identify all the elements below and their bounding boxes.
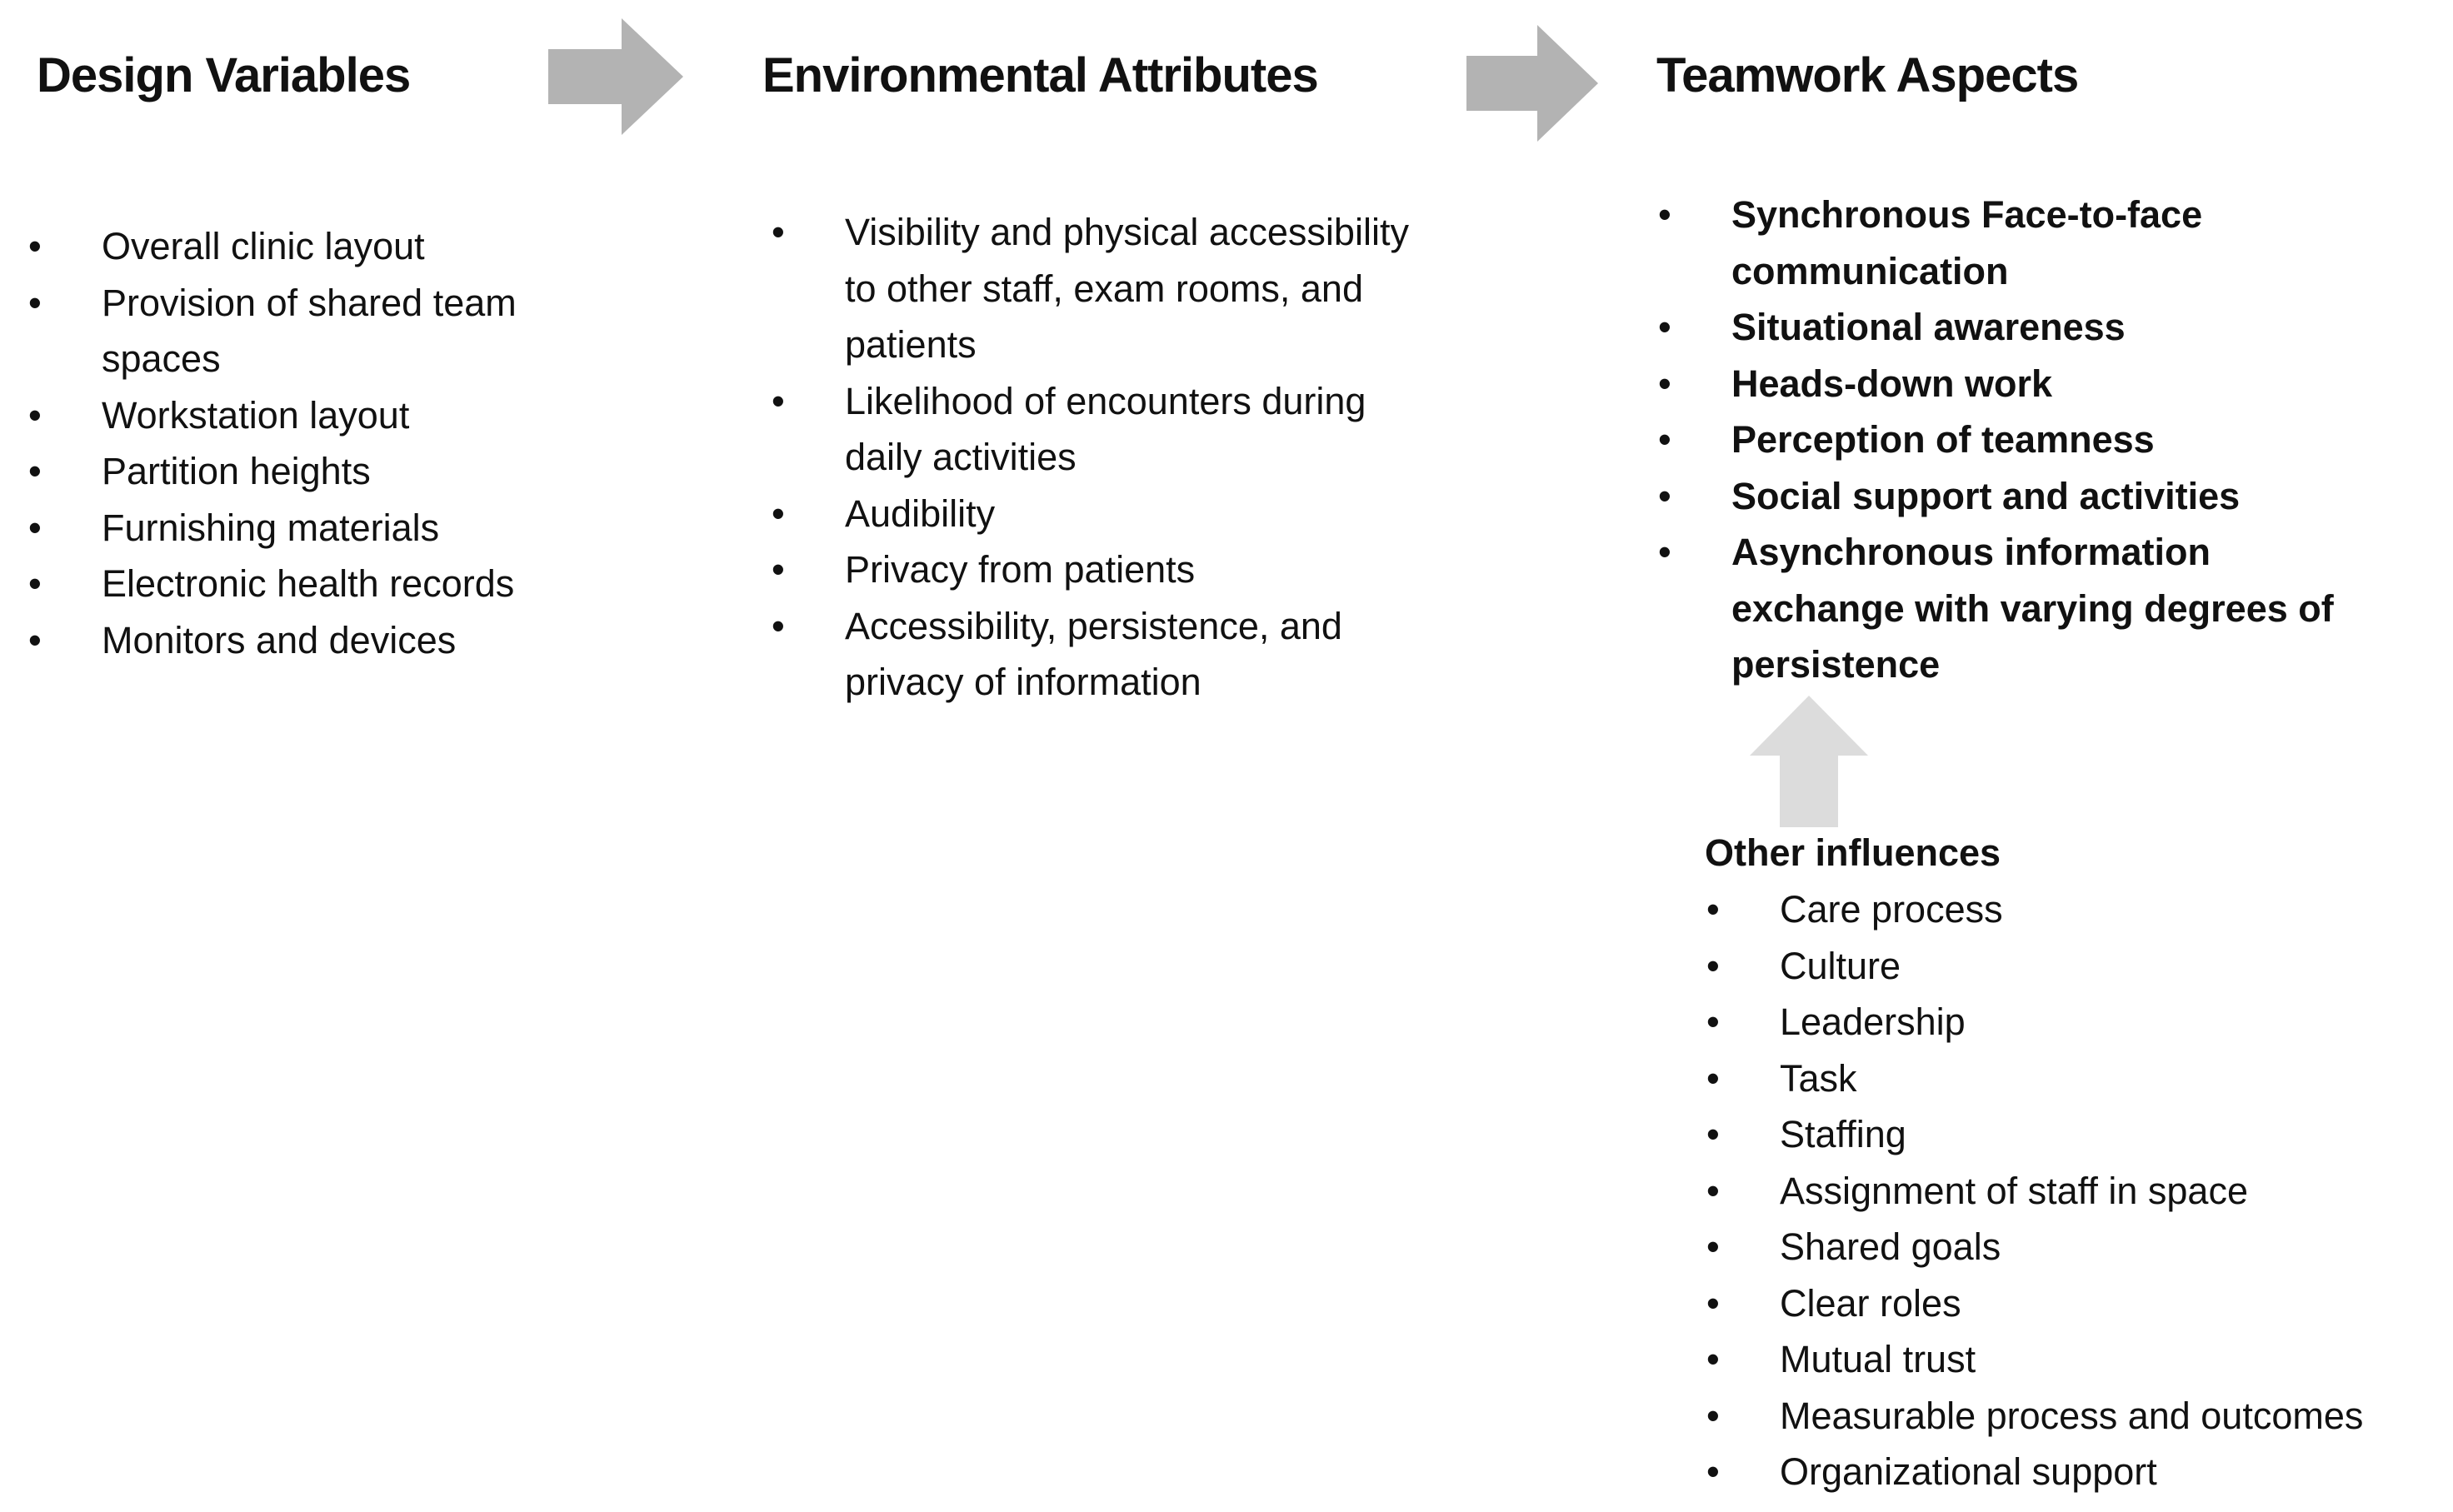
- list-item: • Visibility and physical accessibility to other staff, exam rooms, and patients: [772, 204, 1430, 373]
- environmental-attributes-list: [772, 204, 1430, 711]
- list-item: • Furnishing materials: [28, 500, 612, 556]
- teamwork-aspects-list: [1658, 187, 2350, 693]
- list-item: • Mutual trust: [1706, 1331, 2440, 1388]
- arrow-right-icon: [1466, 25, 1598, 142]
- teamwork-aspects-heading: Teamwork Aspects: [1656, 48, 2079, 102]
- arrow-right-icon: [548, 18, 683, 135]
- list-item: • Accessibility, persistence, and privacy of information: [772, 598, 1430, 711]
- list-item: • Shared goals: [1706, 1219, 2440, 1275]
- list-item: • Clear roles: [1706, 1275, 2440, 1332]
- list-item: • Overall clinic layout: [28, 218, 612, 275]
- list-item: • Synchronous Face-to-face communication: [1658, 187, 2350, 299]
- list-item: • Audibility: [772, 486, 1430, 542]
- list-item: • Workstation layout: [28, 387, 612, 444]
- other-influences-list: [1706, 881, 2440, 1500]
- list-item: • Care process: [1706, 881, 2440, 938]
- list-item: • Assignment of staff in space: [1706, 1163, 2440, 1220]
- list-item: • Partition heights: [28, 443, 612, 500]
- environmental-attributes-heading: Environmental Attributes: [762, 48, 1318, 102]
- list-item: • Asynchronous information exchange with varying degrees of persistence: [1658, 524, 2350, 693]
- list-item: • Leadership: [1706, 994, 2440, 1050]
- list-item: • Situational awareness: [1658, 299, 2350, 356]
- list-item: • Social support and activities: [1658, 468, 2350, 525]
- list-item: • Task: [1706, 1050, 2440, 1107]
- list-item: • Organizational support: [1706, 1444, 2440, 1500]
- list-item: • Culture: [1706, 938, 2440, 995]
- list-item: • Privacy from patients: [772, 541, 1430, 598]
- list-item: • Perception of teamness: [1658, 412, 2350, 468]
- list-item: • Heads-down work: [1658, 356, 2350, 412]
- arrow-up-icon: [1750, 696, 1868, 827]
- design-variables-list: [28, 218, 612, 668]
- list-item: • Staffing: [1706, 1106, 2440, 1163]
- list-item: • Monitors and devices: [28, 612, 612, 669]
- list-item: • Likelihood of encounters during daily activities: [772, 373, 1430, 486]
- list-item: • Measurable process and outcomes: [1706, 1388, 2440, 1445]
- list-item: • Provision of shared team spaces: [28, 275, 612, 387]
- other-influences-heading: Other influences: [1705, 831, 2001, 874]
- list-item: • Electronic health records: [28, 556, 612, 612]
- design-variables-heading: Design Variables: [37, 48, 411, 102]
